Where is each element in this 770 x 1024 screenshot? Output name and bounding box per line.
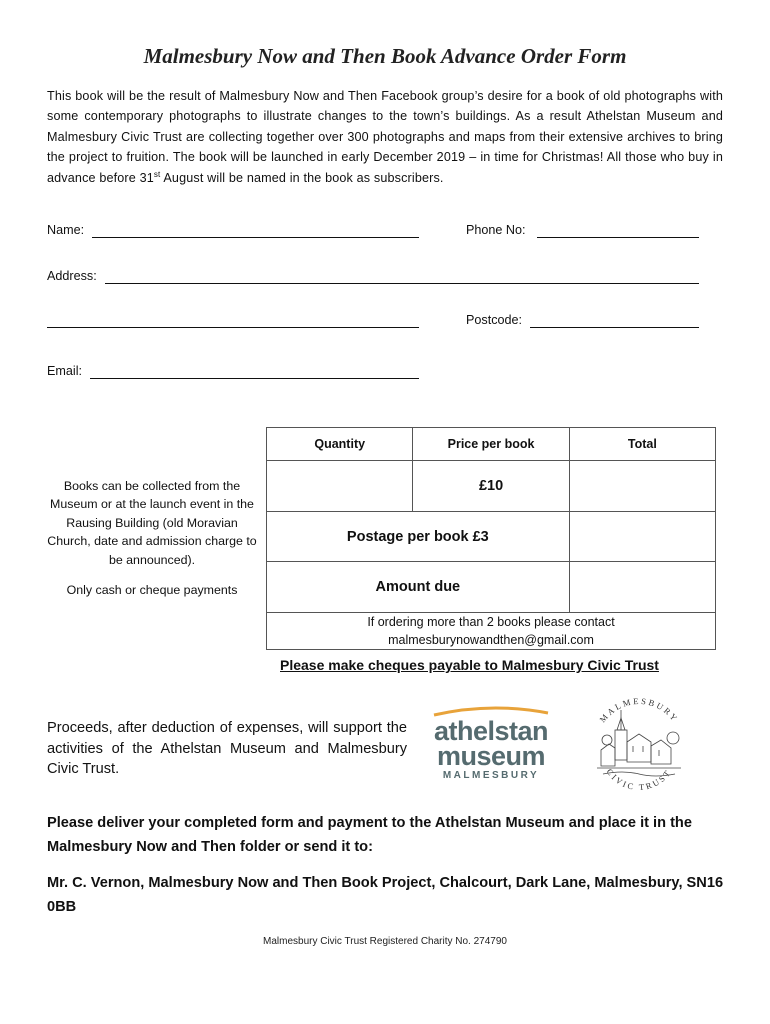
intro-paragraph [47, 86, 723, 188]
address-field-line1[interactable] [105, 283, 699, 284]
order-table [266, 427, 716, 650]
intro-text: This book will be the result of Malmesbury Now and Then Facebook group’s desire for a book of old photographs with some contemporary photographs to illustrate changes to the town’s buildings. As a result Athelstan Museum and Malmesbury Civic Trust are collecting together over 300 photographs and maps from their extensive archives to bring the project to fruition. The book will be launched in early December 2019 – in time for Christmas! All those who buy in advance before 31 [47, 89, 723, 185]
amount-due-cell: Amount due [267, 562, 570, 613]
civic-trust-seal-icon [583, 690, 695, 802]
header-price: Price per book [413, 428, 569, 461]
quantity-cell[interactable] [267, 461, 413, 512]
total-cell[interactable] [569, 461, 715, 512]
header-quantity: Quantity [267, 428, 413, 461]
phone-field[interactable] [537, 237, 699, 238]
name-field[interactable] [92, 237, 419, 238]
postage-total-cell[interactable] [569, 512, 715, 562]
svg-text:CIVIC TRUST [605, 767, 674, 792]
collection-text: Books can be collected from the Museum or at the launch event in the Rausing Building (old Moravian Church, date and admission charge to be announced). [47, 479, 257, 567]
name-label: Name: [47, 223, 85, 237]
intro-superscript: st [153, 169, 161, 179]
cheque-payable-note: Please make cheques payable to Malmesbury Civic Trust [280, 657, 659, 673]
collection-note [47, 477, 257, 599]
table-row-price [267, 461, 716, 512]
address-field-line2[interactable] [47, 327, 419, 328]
seal-drawing [597, 710, 681, 776]
address-label: Address: [47, 269, 97, 283]
payment-method-text: Only cash or cheque payments [66, 583, 238, 598]
email-label: Email: [47, 364, 82, 378]
price-cell: £10 [413, 461, 569, 512]
contact-email: malmesburynowandthen@gmail.com [388, 633, 594, 647]
table-row-postage [267, 512, 716, 562]
logo-line-athelstan: athelstan [433, 716, 549, 746]
intro-text-end: August will be named in the book as subscribers. [160, 170, 444, 185]
proceeds-text: Proceeds, after deduction of expenses, will support the activities of the Athelstan Museum and Malmesbury Civic Trust. [47, 720, 407, 778]
table-header-row [267, 428, 716, 461]
seal-top-text: MALMESBURY [597, 695, 681, 725]
charity-footer: Malmesbury Civic Trust Registered Charity No. 274790 [263, 936, 507, 947]
postal-address: Mr. C. Vernon, Malmesbury Now and Then Book Project, Chalcourt, Dark Lane, Malmesbury, SN16 0BB [47, 875, 724, 915]
table-row-note [267, 613, 716, 650]
postage-cell: Postage per book £3 [267, 512, 570, 562]
form-title: Malmesbury Now and Then Book Advance Order Form [143, 44, 627, 68]
phone-label: Phone No: [466, 223, 526, 237]
postcode-label: Postcode: [466, 313, 523, 327]
email-field[interactable] [90, 378, 419, 379]
table-row-amount [267, 562, 716, 613]
header-total: Total [569, 428, 715, 461]
athelstan-museum-logo [426, 704, 556, 784]
postcode-field[interactable] [530, 327, 699, 328]
delivery-instructions: Please deliver your completed form and payment to the Athelstan Museum and place it in the Malmesbury Now and Then folder or send it to: [47, 815, 692, 855]
logo-line-malmesbury: MALMESBURY [442, 770, 540, 781]
svg-text:MALMESBURY [597, 696, 680, 724]
logo-line-museum: museum [436, 741, 546, 771]
seal-bottom-text: CIVIC TRUST [604, 766, 674, 793]
bulk-order-note-line1: If ordering more than 2 books please contact [367, 615, 615, 629]
bulk-order-note [267, 613, 716, 650]
amount-due-total-cell[interactable] [569, 562, 715, 613]
